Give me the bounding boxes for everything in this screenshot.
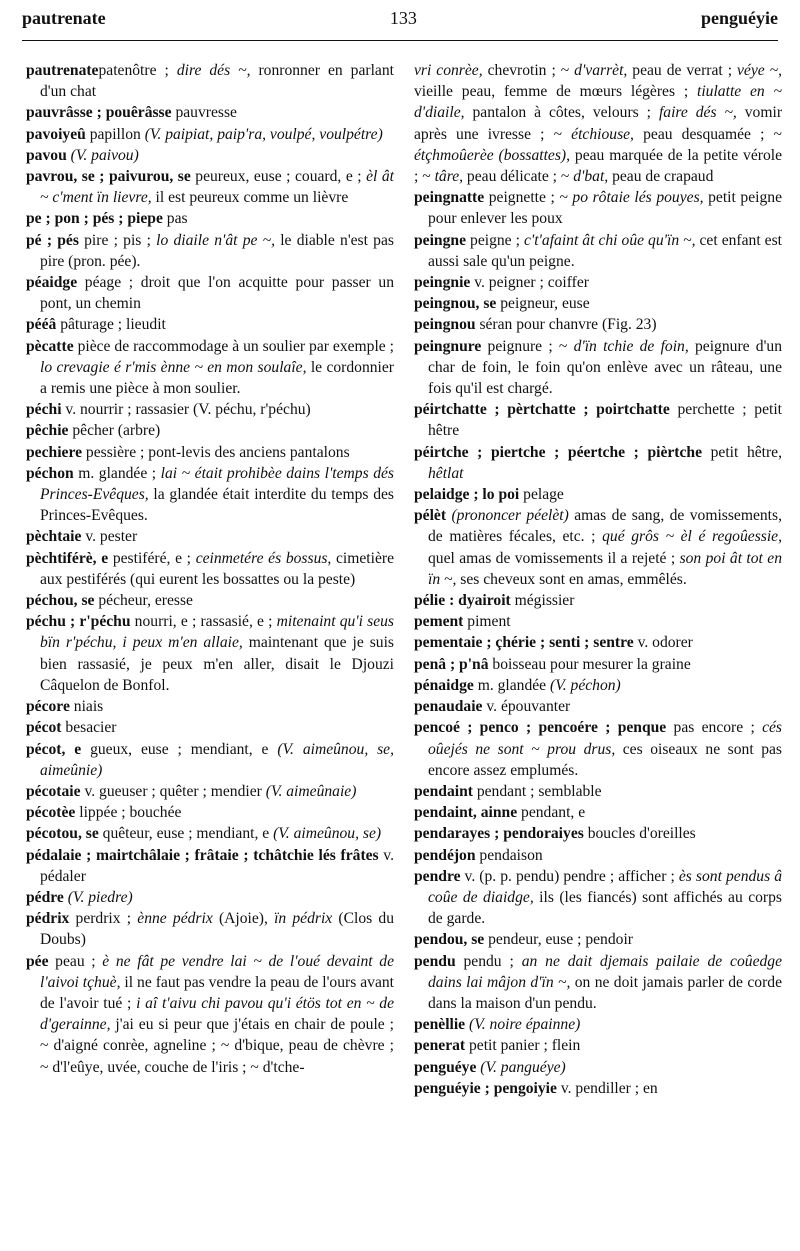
entry-definition: pâturage ; lieudit (56, 316, 166, 334)
entry-translation: (Clos du Doubs) (40, 910, 395, 949)
entry-headword: pendou, se (414, 931, 485, 949)
entry-example: d'varrèt, (574, 62, 628, 79)
entry-headword: péchou, se (26, 592, 95, 610)
entry-example: véye ~, (737, 62, 783, 79)
entry-headword: penèllie (414, 1016, 466, 1034)
header-first-word: pautrenate (22, 8, 106, 28)
dictionary-entry (26, 717, 394, 738)
entry-definition: v. pendiller ; en (556, 1079, 658, 1097)
entry-definition: peigneur, euse (496, 295, 590, 313)
entry-headword: pédre (26, 888, 64, 906)
dictionary-entry (414, 845, 782, 866)
right-column (414, 60, 782, 1099)
entry-headword: pécot (26, 719, 62, 737)
entry-translation: peau desquamée ; ~ (633, 125, 782, 143)
dictionary-entry (26, 526, 394, 547)
entry-definition: pas encore ; (666, 719, 763, 737)
dictionary-entry (414, 929, 782, 950)
entry-example: è ne fât pe vendre lai ~ de l'oué devaint de l'aivoi tçhuè, (40, 952, 394, 991)
entry-definition: pire ; pis ; (78, 231, 157, 249)
entry-headword: péchi (26, 401, 62, 419)
entry-definition: v. gueuser ; quêter ; mendier (80, 782, 266, 800)
dictionary-entry (414, 272, 782, 293)
entry-definition: perchette ; petit hêtre (428, 401, 782, 440)
entry-example: d'bat, (573, 168, 609, 186)
entry-example: étchiouse, (571, 125, 634, 143)
entry-definition: petit panier ; flein (465, 1037, 581, 1055)
entry-translation: le cordonnier a remis une pièce à mon soulier. (40, 358, 394, 398)
entry-example: i aî t'aivu chi pavou qu'i étös tot en ~ de d'gerainne, (40, 994, 394, 1034)
entry-example: mitenaint qu'i seus bïn r'péchu, i peux m'en allaie, (40, 613, 394, 652)
entry-definition: v. épouvanter (482, 698, 571, 716)
entry-translation: chevrotin ; ~ (482, 62, 575, 79)
entry-headword: peingnou, se (414, 295, 497, 313)
dictionary-entry (26, 60, 394, 102)
dictionary-entry (26, 590, 394, 611)
entry-headword: pèchtiférè, e (26, 549, 109, 567)
entry-example: lai ~ était prohibèe dains l'temps dés Princes-Evêques, (40, 464, 394, 504)
entry-definition: nourri, e ; rassasié, e ; (130, 613, 277, 631)
entry-headword: penaudaie (414, 698, 483, 716)
dictionary-entry (26, 951, 394, 1078)
entry-headword: pavou (26, 146, 67, 164)
entry-definition: peigne ; (466, 231, 524, 249)
entry-headword: péaidge (26, 274, 78, 292)
entry-definition: v. pédaler (40, 846, 394, 885)
entry-headword: pécotèe (26, 804, 76, 822)
dictionary-entry (26, 102, 394, 123)
page-number: 133 (389, 8, 417, 28)
entry-definition: peureux, euse ; couard, e ; (190, 168, 367, 186)
dictionary-entry (414, 399, 782, 441)
dictionary-entry (414, 336, 782, 400)
dictionary-entry (414, 293, 782, 314)
entry-translation: vomir après une ivresse ; ~ (414, 104, 783, 143)
dictionary-entry (414, 590, 782, 611)
entry-translation: pantalon à côtes, velours ; (464, 104, 659, 122)
dictionary-entry (414, 314, 782, 335)
entry-headword: pauvrâsse ; pouêrâsse (26, 104, 172, 122)
entry-headword: pénaidge (414, 676, 474, 694)
dictionary-entry (414, 802, 782, 823)
entry-example: ènne pédrix (137, 910, 213, 928)
entry-definition: niais (69, 698, 104, 716)
entry-definition: pièce de raccommodage à un soulier par exemple ; (73, 337, 394, 355)
entry-example: son poi ât tot en ïn ~, (428, 549, 782, 588)
dictionary-entry (26, 908, 394, 950)
entry-example: (prononcer péelèt) (451, 507, 569, 525)
entry-definition: pas (162, 210, 188, 228)
entry-headword: pédrix (26, 910, 70, 928)
dictionary-entry (414, 781, 782, 802)
entry-definition: m. glandée (473, 676, 551, 694)
entry-headword: penguéye (414, 1058, 477, 1076)
dictionary-entry (414, 951, 782, 1015)
entry-headword: pendarayes ; pendoraiyes (414, 825, 584, 843)
entry-definition: pestiféré, e ; (108, 549, 196, 567)
entry-definition: boisseau pour mesurer la graine (488, 655, 691, 673)
entry-translation: il est peureux comme un lièvre (151, 189, 349, 207)
entry-translation: peau délicate ; ~ (463, 168, 574, 186)
entry-definition: pendu ; (455, 952, 522, 970)
entry-example: (V. paivou) (70, 146, 139, 164)
entry-definition: pelage (519, 486, 564, 504)
entry-definition: lippée ; bouchée (75, 804, 182, 822)
dictionary-entry (414, 632, 782, 653)
dictionary-entry (26, 463, 394, 527)
entry-headword: pautrenate (26, 62, 99, 79)
entry-headword: pelaidge ; lo poi (414, 486, 520, 504)
entry-headword: pavoiyeû (26, 125, 86, 143)
entry-example: (V. noire épainne) (469, 1016, 581, 1034)
entry-headword: pécotou, se (26, 825, 99, 843)
dictionary-entry (26, 823, 394, 844)
entry-translation: peau marquée de la petite vérole ; ~ (414, 146, 782, 186)
entry-definition: pendant ; semblable (472, 782, 602, 800)
dictionary-entry (414, 866, 782, 930)
entry-headword: pééâ (26, 316, 57, 334)
entry-translation: (Ajoie), (212, 910, 275, 928)
entry-example: an ne dait djemais pailaie de coûedge dains lai mâjon d'ïn ~, (428, 952, 783, 991)
entry-translation: j'ai eu si peur que j'étais en chair de poule ; ~ d'aigné conrèe, agneline ; ~ d'bique, peau de chèvre ; ~ d'l'eûye, uvée, couche de l'iris ; ~ d'tche- (40, 1016, 394, 1076)
entry-headword: penguéyie ; pengoiyie (414, 1079, 557, 1097)
entry-translation: on ne doit jamais parler de corde dans la maison d'un pendu. (428, 973, 782, 1012)
dictionary-entry (414, 823, 782, 844)
dictionary-entry (26, 230, 394, 272)
left-column (26, 60, 394, 1078)
entry-example: ïn pédrix (274, 910, 333, 928)
entry-translation: quel amas de vomissements il a rejeté ; (428, 549, 680, 567)
dictionary-entry (414, 675, 782, 696)
entry-headword: péchu ; r'péchu (26, 613, 131, 631)
entry-headword: pècatte (26, 337, 74, 355)
entry-definition: perdrix ; (69, 910, 138, 928)
entry-example: ès sont pendus â coûe de diaidge, (428, 867, 783, 906)
entry-headword: pe ; pon ; pés ; piepe (26, 210, 163, 228)
entry-headword: pécotaie (26, 782, 81, 800)
entry-translation: ronronner en parlant d'un chat (40, 62, 394, 101)
dictionary-entry (414, 654, 782, 675)
dictionary-entry (26, 887, 394, 908)
dictionary-entry (414, 717, 782, 781)
entry-translation: peau de verrat ; (627, 62, 738, 79)
entry-example: (V. aimeûnou, se, aimeûnie) (40, 740, 394, 779)
entry-headword: pendaint, ainne (414, 804, 518, 822)
entry-headword: pélèt (414, 507, 447, 525)
entry-translation: ses cheveux sont en amas, emmêlés. (456, 570, 687, 588)
entry-example: èl ât ~ c'ment ïn lievre, (40, 168, 394, 207)
entry-example: (V. piedre) (67, 888, 133, 906)
entry-definition: pendeur, euse ; pendoir (484, 931, 633, 949)
entry-translation: cet enfant est aussi sale qu'un peigne. (428, 231, 783, 270)
entry-example: lo diaile n'ât pe ~, (156, 231, 275, 249)
entry-definition: papillon (85, 125, 145, 143)
dictionary-entry (26, 802, 394, 823)
entry-definition: pécheur, eresse (94, 592, 193, 610)
dictionary-entry (26, 611, 394, 696)
entry-headword: peingnure (414, 337, 482, 355)
dictionary-entry (414, 1057, 782, 1078)
dictionary-entry (414, 1078, 782, 1099)
entry-definition: v. (p. p. pendu) pendre ; afficher ; (460, 867, 679, 885)
entry-headword: peingnatte (414, 189, 485, 207)
entry-headword: pavrou, se ; paivurou, se (26, 168, 191, 186)
dictionary-entry (26, 442, 394, 463)
entry-definition: péage ; droit que l'on acquitte pour passer un pont, un chemin (40, 274, 394, 313)
entry-headword: pendaint (414, 782, 473, 800)
entry-headword: pendre (414, 867, 461, 885)
entry-headword: pêchie (26, 422, 69, 440)
entry-headword: pée (26, 952, 49, 970)
entry-translation: cimetière aux pestiférés (qui eurent les bossattes ou la peste) (40, 549, 395, 588)
entry-headword: peingnie (414, 274, 471, 292)
entry-headword: pécot, e (26, 740, 82, 758)
entry-definition: peignette ; (484, 189, 560, 207)
entry-example: d'ïn tchie de foin, (573, 337, 689, 355)
entry-definition: v. nourrir ; rassasier (V. péchu, r'péchu) (61, 401, 311, 419)
dictionary-entry (26, 166, 394, 208)
entry-definition: petit hêtre, (702, 443, 783, 461)
entry-example: târe, (434, 168, 464, 186)
dictionary-entry (26, 696, 394, 717)
entry-definition: boucles d'oreilles (583, 825, 696, 843)
entry-headword: penerat (414, 1037, 466, 1055)
entry-example: ceinmetére és bossus, (195, 549, 332, 567)
entry-definition: mégissier (510, 592, 575, 610)
entry-headword: peingne (414, 231, 466, 249)
entry-headword: pendéjon (414, 846, 476, 864)
entry-example: (V. panguéye) (480, 1058, 566, 1076)
dictionary-entry (26, 420, 394, 441)
entry-headword: pé ; pés (26, 231, 79, 249)
entry-translation: la glandée était interdite du temps des Princes-Evêques. (40, 486, 394, 525)
entry-headword: péchon (26, 464, 74, 482)
entry-translation: le diable n'est pas pire (pron. pée). (40, 231, 394, 270)
entry-definition: pêcher (arbre) (68, 422, 161, 440)
entry-definition: pauvresse (171, 104, 237, 122)
entry-definition: v. odorer (633, 634, 693, 652)
entry-translation: ils (les fiancés) sont affichés au corps de garde. (428, 888, 782, 928)
dictionary-entry (414, 611, 782, 632)
entry-translation: amas de sang, de vomissements, de matières fécales, etc. ; (428, 507, 782, 546)
entry-headword: pédalaie ; mairtchâlaie ; frâtaie ; tchâtchie lés frâtes (26, 846, 379, 864)
entry-example: (V. péchon) (550, 676, 621, 694)
dictionary-entry (414, 187, 782, 229)
dictionary-entry (414, 442, 782, 484)
entry-translation: petit peigne pour enlever les poux (428, 189, 782, 228)
dictionary-entry (414, 60, 782, 187)
entry-example: lo crevagie é r'mis ènne ~ en mon soulaîe, (40, 358, 307, 376)
entry-headword: péirtchatte ; pèrtchatte ; poirtchatte (414, 401, 670, 419)
dictionary-entry (414, 1035, 782, 1056)
entry-example: hêtlat (428, 464, 464, 482)
dictionary-entry (414, 230, 782, 272)
entry-definition: v. pester (81, 528, 138, 546)
entry-example: (V. aimeûnou, se) (273, 825, 382, 843)
entry-example: faire dés ~, (658, 104, 737, 122)
entry-example: dire dés ~, (176, 62, 251, 79)
dictionary-entry (26, 272, 394, 314)
entry-definition: piment (463, 613, 511, 631)
dictionary-entry (414, 696, 782, 717)
entry-definition: pessière ; pont-levis des anciens pantalons (82, 443, 350, 461)
dictionary-entry (26, 208, 394, 229)
entry-headword: pechiere (26, 443, 83, 461)
entry-translation: il ne faut pas vendre la peau de l'ours avant de l'avoir tué ; (40, 973, 394, 1012)
entry-headword: pèchtaie (26, 528, 82, 546)
header-last-word: penguéyie (700, 8, 778, 28)
entry-example: tiulatte en ~ d'diaile, (414, 83, 782, 122)
entry-translation: ces oiseaux ne sont pas encore assez emplumés. (428, 740, 782, 779)
entry-example: (V. paipiat, paip'ra, voulpé, voulpétre) (144, 125, 383, 143)
dictionary-entry (26, 781, 394, 802)
entry-example: qué grôs ~ èl é regoûessie, (602, 528, 782, 546)
entry-headword: pement (414, 613, 464, 631)
dictionary-entry (26, 739, 394, 781)
entry-definition: peignure ; ~ (481, 337, 574, 355)
entry-example: vri conrèe, (414, 62, 483, 79)
entry-translation: peignure d'un char de foin, le foin qu'on enlève avec un râteau, une fois qu'il est chargé. (428, 337, 782, 398)
entry-headword: pementaie ; çhérie ; senti ; sentre (414, 634, 634, 652)
page-header (22, 8, 778, 34)
entry-definition: besacier (61, 719, 117, 737)
entry-translation: peau de crapaud (608, 168, 714, 186)
entry-example: (V. aimeûnaie) (265, 782, 357, 800)
dictionary-entry (26, 124, 394, 145)
entry-example: ~ po rôtaie lés pouyes, (559, 189, 704, 207)
entry-headword: pencoé ; penco ; pencoére ; penque (414, 719, 667, 737)
entry-definition: patenôtre ; (98, 62, 177, 79)
dictionary-entry (414, 505, 782, 590)
entry-definition: m. glandée ; (73, 464, 161, 482)
entry-example: étçhmoûerèe (bossattes), (414, 146, 571, 164)
entry-definition: quêteur, euse ; mendiant, e (98, 825, 274, 843)
entry-definition: pendaison (475, 846, 543, 864)
entry-example: c't'afaint ât chi oûe qu'ïn ~, (523, 231, 696, 249)
entry-translation: maintenant que je suis bien rassasié, je peux m'en aller, disait le Djouzi Câquelon de Bonfol. (40, 634, 394, 694)
dictionary-entry (26, 845, 394, 887)
entry-definition: pendant, e (517, 804, 586, 822)
entry-definition: v. peigner ; coiffer (470, 274, 589, 292)
dictionary-entry (26, 314, 394, 335)
entry-headword: pendu (414, 952, 456, 970)
dictionary-entry (414, 1014, 782, 1035)
dictionary-entry (26, 548, 394, 590)
entry-definition: peau ; (48, 952, 103, 970)
dictionary-entry (26, 145, 394, 166)
entry-definition: gueux, euse ; mendiant, e (81, 740, 278, 758)
entry-headword: penâ ; p'nâ (414, 655, 489, 673)
entry-definition: séran pour chanvre (Fig. 23) (475, 316, 657, 334)
entry-translation: vieille peau, femme de mœurs légères ; (414, 83, 698, 101)
dictionary-entry (26, 336, 394, 400)
dictionary-entry (26, 399, 394, 420)
entry-example: cés oûejés ne sont ~ prou drus, (428, 719, 783, 758)
entry-headword: pécore (26, 698, 70, 716)
entry-headword: pélie : dyairoit (414, 592, 511, 610)
entry-headword: peingnou (414, 316, 476, 334)
dictionary-entry (414, 484, 782, 505)
entry-headword: péirtche ; piertche ; péertche ; pièrtche (414, 443, 703, 461)
header-rule (22, 40, 778, 41)
